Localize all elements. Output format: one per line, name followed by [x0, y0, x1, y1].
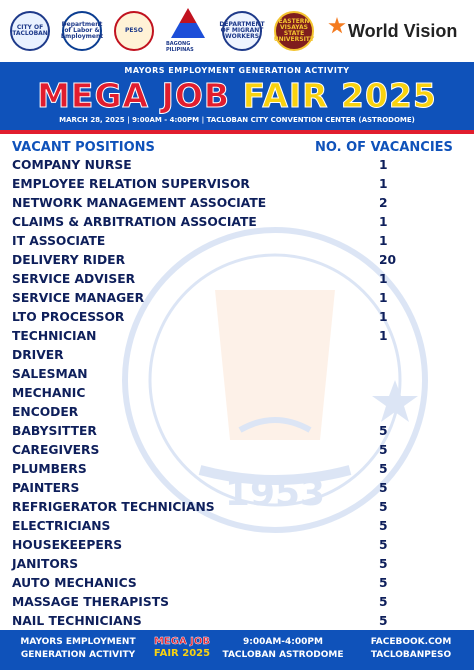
table-row: MECHANIC [12, 386, 86, 400]
table-row: DELIVERY RIDER 20 [12, 253, 397, 267]
header-banner [0, 62, 474, 130]
table-row: DRIVER [12, 348, 64, 362]
table-row: REFRIGERATOR TECHNICIANS 5 [12, 500, 388, 514]
star-icon [328, 17, 346, 35]
sun-icon [171, 8, 205, 38]
table-row: SALESMAN [12, 367, 88, 381]
evsu-seal-icon: EASTERN VISAYAS STATE UNIVERSITY [274, 11, 314, 51]
dmw-seal-icon: DEPARTMENT OF MIGRANT WORKERS [222, 11, 262, 51]
table-row: CLAIMS & ARBITRATION ASSOCIATE 1 [12, 215, 388, 229]
table-row: COMPANY NURSE 1 [12, 158, 388, 172]
page-title: MEGA JOB FAIR 2025 [37, 76, 437, 115]
world-vision-logo: World Vision [328, 21, 457, 42]
table-row: MASSAGE THERAPISTS 5 [12, 595, 388, 609]
table-row: LTO PROCESSOR 1 [12, 310, 388, 324]
table-row: PLUMBERS 5 [12, 462, 388, 476]
tacloban-seal-icon: CITY OF TACLOBAN [10, 11, 50, 51]
peso-seal-icon: PESO [114, 11, 154, 51]
vacancy-table [12, 158, 462, 633]
footer-activity: MAYORS EMPLOYMENT GENERATION ACTIVITY [20, 637, 136, 660]
bagong-pilipinas-logo: BAGONG PILIPINAS [166, 8, 210, 54]
watermark-year: 1953 [224, 473, 326, 514]
footer-bar [0, 630, 474, 670]
table-row: SERVICE ADVISER 1 [12, 272, 388, 286]
table-row: AUTO MECHANICS 5 [12, 576, 388, 590]
footer-schedule: 9:00AM-4:00PM TACLOBAN ASTRODOME [222, 637, 344, 660]
event-details: MARCH 28, 2025 | 9:00AM - 4:00PM | TACLOBAN CITY CONVENTION CENTER (ASTRODOME) [59, 116, 415, 124]
table-row: NAIL TECHNICIANS 5 [12, 614, 388, 628]
table-row: CAREGIVERS 5 [12, 443, 388, 457]
partner-logos [0, 0, 474, 62]
footer-event-logo: MEGA JOB FAIR 2025 [153, 636, 211, 659]
footer-social: FACEBOOK.COM TACLOBANPESO [370, 637, 452, 660]
table-row: TECHNICIAN 1 [12, 329, 388, 343]
column-header-vacancies: NO. OF VACANCIES [315, 140, 453, 155]
dole-seal-icon: Department of Labor & Employment [62, 11, 102, 51]
table-row: HOUSEKEEPERS 5 [12, 538, 388, 552]
table-row: PAINTERS 5 [12, 481, 388, 495]
table-row: ELECTRICIANS 5 [12, 519, 388, 533]
table-row: IT ASSOCIATE 1 [12, 234, 388, 248]
table-row: ENCODER [12, 405, 79, 419]
table-row: NETWORK MANAGEMENT ASSOCIATE 2 [12, 196, 388, 210]
table-row: BABYSITTER 5 [12, 424, 388, 438]
table-row: SERVICE MANAGER 1 [12, 291, 388, 305]
header-kicker: MAYORS EMPLOYMENT GENERATION ACTIVITY [124, 66, 350, 75]
column-header-positions: VACANT POSITIONS [12, 140, 155, 155]
table-row: JANITORS 5 [12, 557, 388, 571]
table-row: EMPLOYEE RELATION SUPERVISOR 1 [12, 177, 388, 191]
header-divider [0, 130, 474, 134]
